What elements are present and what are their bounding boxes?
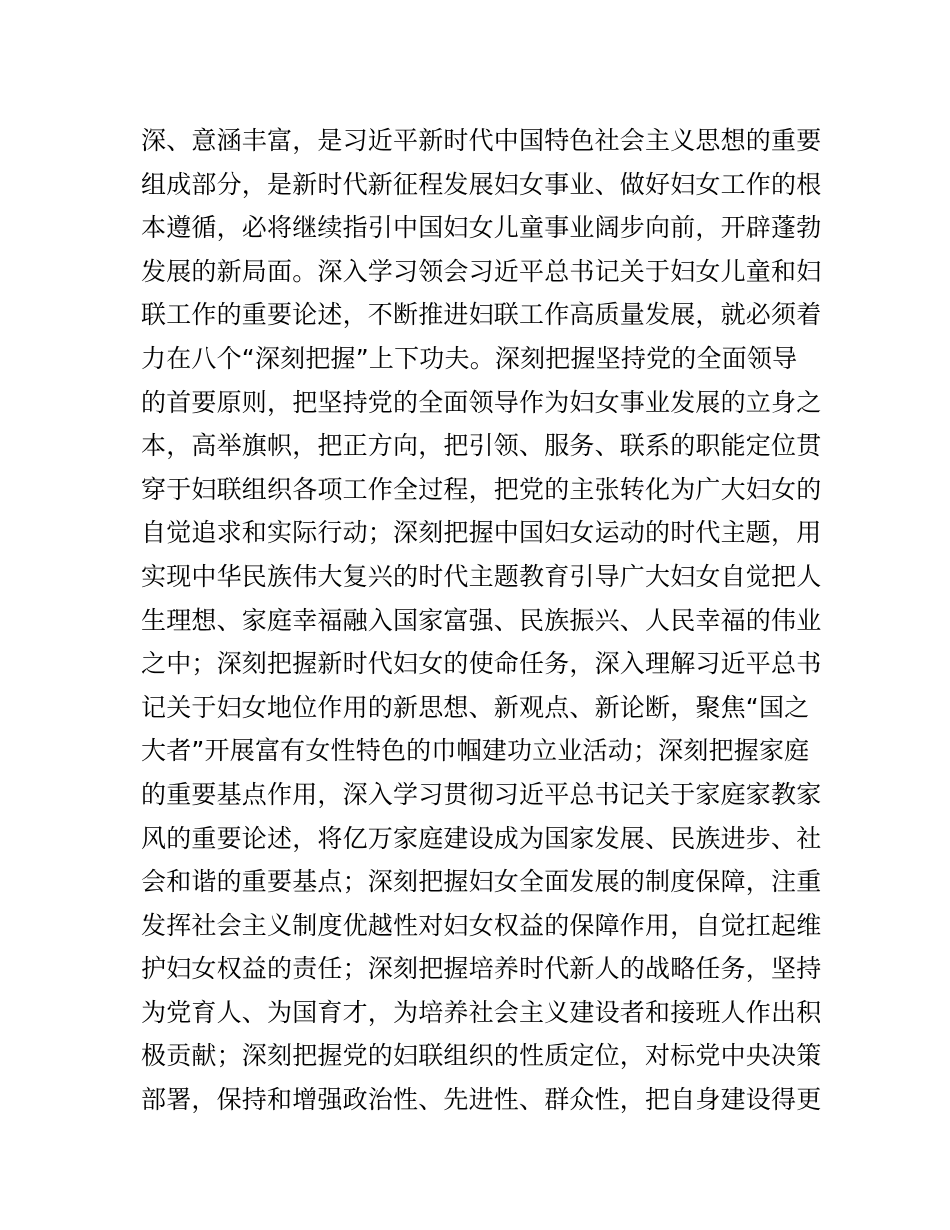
text-line: 组成部分，是新时代新征程发展妇女事业、做好妇女工作的根 <box>141 169 822 199</box>
text-line: 护妇女权益的责任；深刻把握培养时代新人的战略任务，坚持 <box>141 954 822 984</box>
text-line: 穿于妇联组织各项工作全过程，把党的主张转化为广大妇女的 <box>141 474 822 504</box>
text-line: 深、意涵丰富，是习近平新时代中国特色社会主义思想的重要 <box>141 126 822 155</box>
text-line: 之中；深刻把握新时代妇女的使命任务，深入理解习近平总书 <box>141 649 822 679</box>
text-line: 自觉追求和实际行动；深刻把握中国妇女运动的时代主题，用 <box>141 518 822 548</box>
text-line: 实现中华民族伟大复兴的时代主题教育引导广大妇女自觉把人 <box>141 561 822 591</box>
text-line: 风的重要论述，将亿万家庭建设成为国家发展、民族进步、社 <box>141 823 822 853</box>
text-line: 部署，保持和增强政治性、先进性、群众性，把自身建设得更 <box>141 1085 822 1115</box>
text-line: 本，高举旗帜，把正方向，把引领、服务、联系的职能定位贯 <box>141 431 822 461</box>
text-line: 大者”开展富有女性特色的巾帼建功立业活动；深刻把握家庭 <box>141 736 810 766</box>
text-line: 生理想、家庭幸福融入国家富强、民族振兴、人民幸福的伟业 <box>141 605 822 635</box>
text-line: 的首要原则，把坚持党的全面领导作为妇女事业发展的立身之 <box>141 387 822 417</box>
text-line: 联工作的重要论述，不断推进妇联工作高质量发展，就必须着 <box>141 300 822 330</box>
text-line: 的重要基点作用，深入学习贯彻习近平总书记关于家庭家教家 <box>141 779 822 809</box>
text-line: 发展的新局面。深入学习领会习近平总书记关于妇女儿童和妇 <box>141 256 822 286</box>
text-line: 会和谐的重要基点；深刻把握妇女全面发展的制度保障，注重 <box>141 867 822 897</box>
text-line: 记关于妇女地位作用的新思想、新观点、新论断，聚焦“国之 <box>141 692 810 722</box>
text-line: 极贡献；深刻把握党的妇联组织的性质定位，对标党中央决策 <box>141 1041 822 1071</box>
text-line: 发挥社会主义制度优越性对妇女权益的保障作用，自觉扛起维 <box>141 910 822 940</box>
text-line: 本遵循，必将继续指引中国妇女儿童事业阔步向前，开辟蓬勃 <box>141 213 822 243</box>
text-line: 为党育人、为国育才，为培养社会主义建设者和接班人作出积 <box>141 997 822 1027</box>
text-line: 力在八个“深刻把握”上下功夫。深刻把握坚持党的全面领导 <box>141 343 798 373</box>
body-paragraph <box>141 119 821 1122</box>
